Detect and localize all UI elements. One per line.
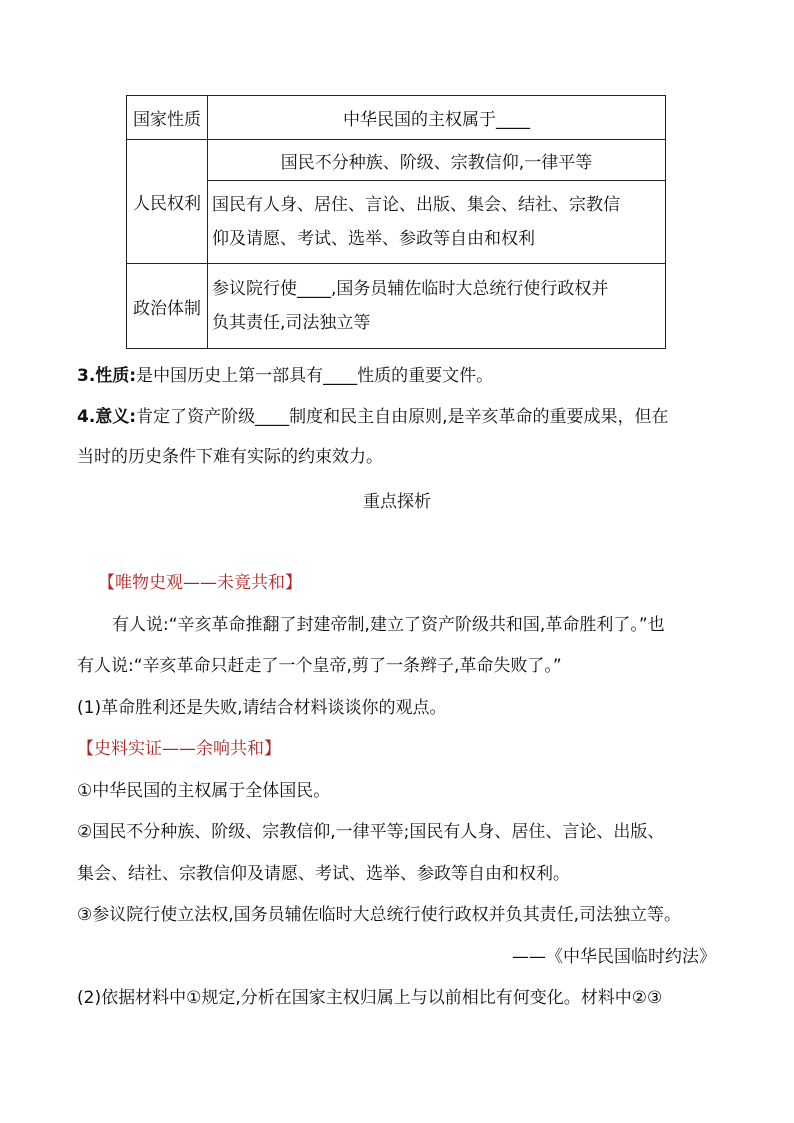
item-nature — [77, 361, 493, 386]
nature-content: 中华民国的主权属于____ — [208, 96, 666, 140]
summary-table — [126, 95, 666, 349]
material-2-line1: ②国民不分种族、阶级、宗教信仰,一律平等;国民有人身、居住、言论、出版、 — [77, 822, 665, 842]
politics-line2: 负其责任,司法独立等 — [212, 313, 371, 333]
table-row — [127, 264, 666, 349]
item-significance — [77, 402, 669, 427]
part2-heading: 【史料实证——余响共和】 — [77, 739, 281, 759]
item-nature-label: 3.性质: — [77, 366, 137, 386]
item-significance-label: 4.意义: — [77, 407, 137, 427]
part1-question: (1)革命胜利还是失败,请结合材料谈谈你的观点。 — [77, 698, 447, 718]
table-row — [127, 96, 666, 140]
material-1: ①中华民国的主权属于全体国民。 — [77, 781, 331, 801]
material-source: ——《中华民国临时约法》 — [512, 947, 716, 967]
rights-freedoms-line2: 仰及请愿、考试、选举、参政等自由和权利 — [212, 229, 535, 249]
item-significance-line2: 当时的历史条件下难有实际的约束效力。 — [77, 447, 383, 467]
material-3: ③参议院行使立法权,国务员辅佐临时大总统行使行政权并负其责任,司法独立等。 — [77, 905, 682, 925]
part2-question: (2)依据材料中①规定,分析在国家主权归属上与以前相比有何变化。材料中②③ — [77, 988, 663, 1008]
rights-equality: 国民不分种族、阶级、宗教信仰,一律平等 — [208, 140, 666, 181]
table-row — [127, 140, 666, 181]
politics-content — [208, 264, 666, 349]
item-nature-text: 是中国历史上第一部具有____性质的重要文件。 — [136, 366, 494, 386]
row-header-rights: 人民权利 — [127, 140, 208, 264]
row-header-nature: 国家性质 — [127, 96, 208, 140]
material-2-line2: 集会、结社、宗教信仰及请愿、考试、选举、参政等自由和权利。 — [77, 864, 570, 884]
rights-freedoms — [208, 181, 666, 264]
item-significance-text: 肯定了资产阶级____制度和民主自由原则,是辛亥革命的重要成果，但在 — [136, 407, 669, 427]
table-row — [127, 181, 666, 264]
part1-para-line2: 有人说:“辛亥革命只赶走了一个皇帝,剪了一条辫子,革命失败了。” — [77, 656, 562, 676]
part1-para-line1: 有人说:“辛亥革命推翻了封建帝制,建立了资产阶级共和国,革命胜利了。”也 — [112, 615, 665, 635]
politics-line1: 参议院行使____,国务员辅佐临时大总统行使行政权并 — [212, 279, 609, 299]
rights-freedoms-line1: 国民有人身、居住、言论、出版、集会、结社、宗教信 — [212, 195, 620, 215]
row-header-politics: 政治体制 — [127, 264, 208, 349]
part1-heading: 【唯物史观——未竟共和】 — [98, 573, 302, 593]
section-title: 重点探析 — [363, 492, 431, 512]
